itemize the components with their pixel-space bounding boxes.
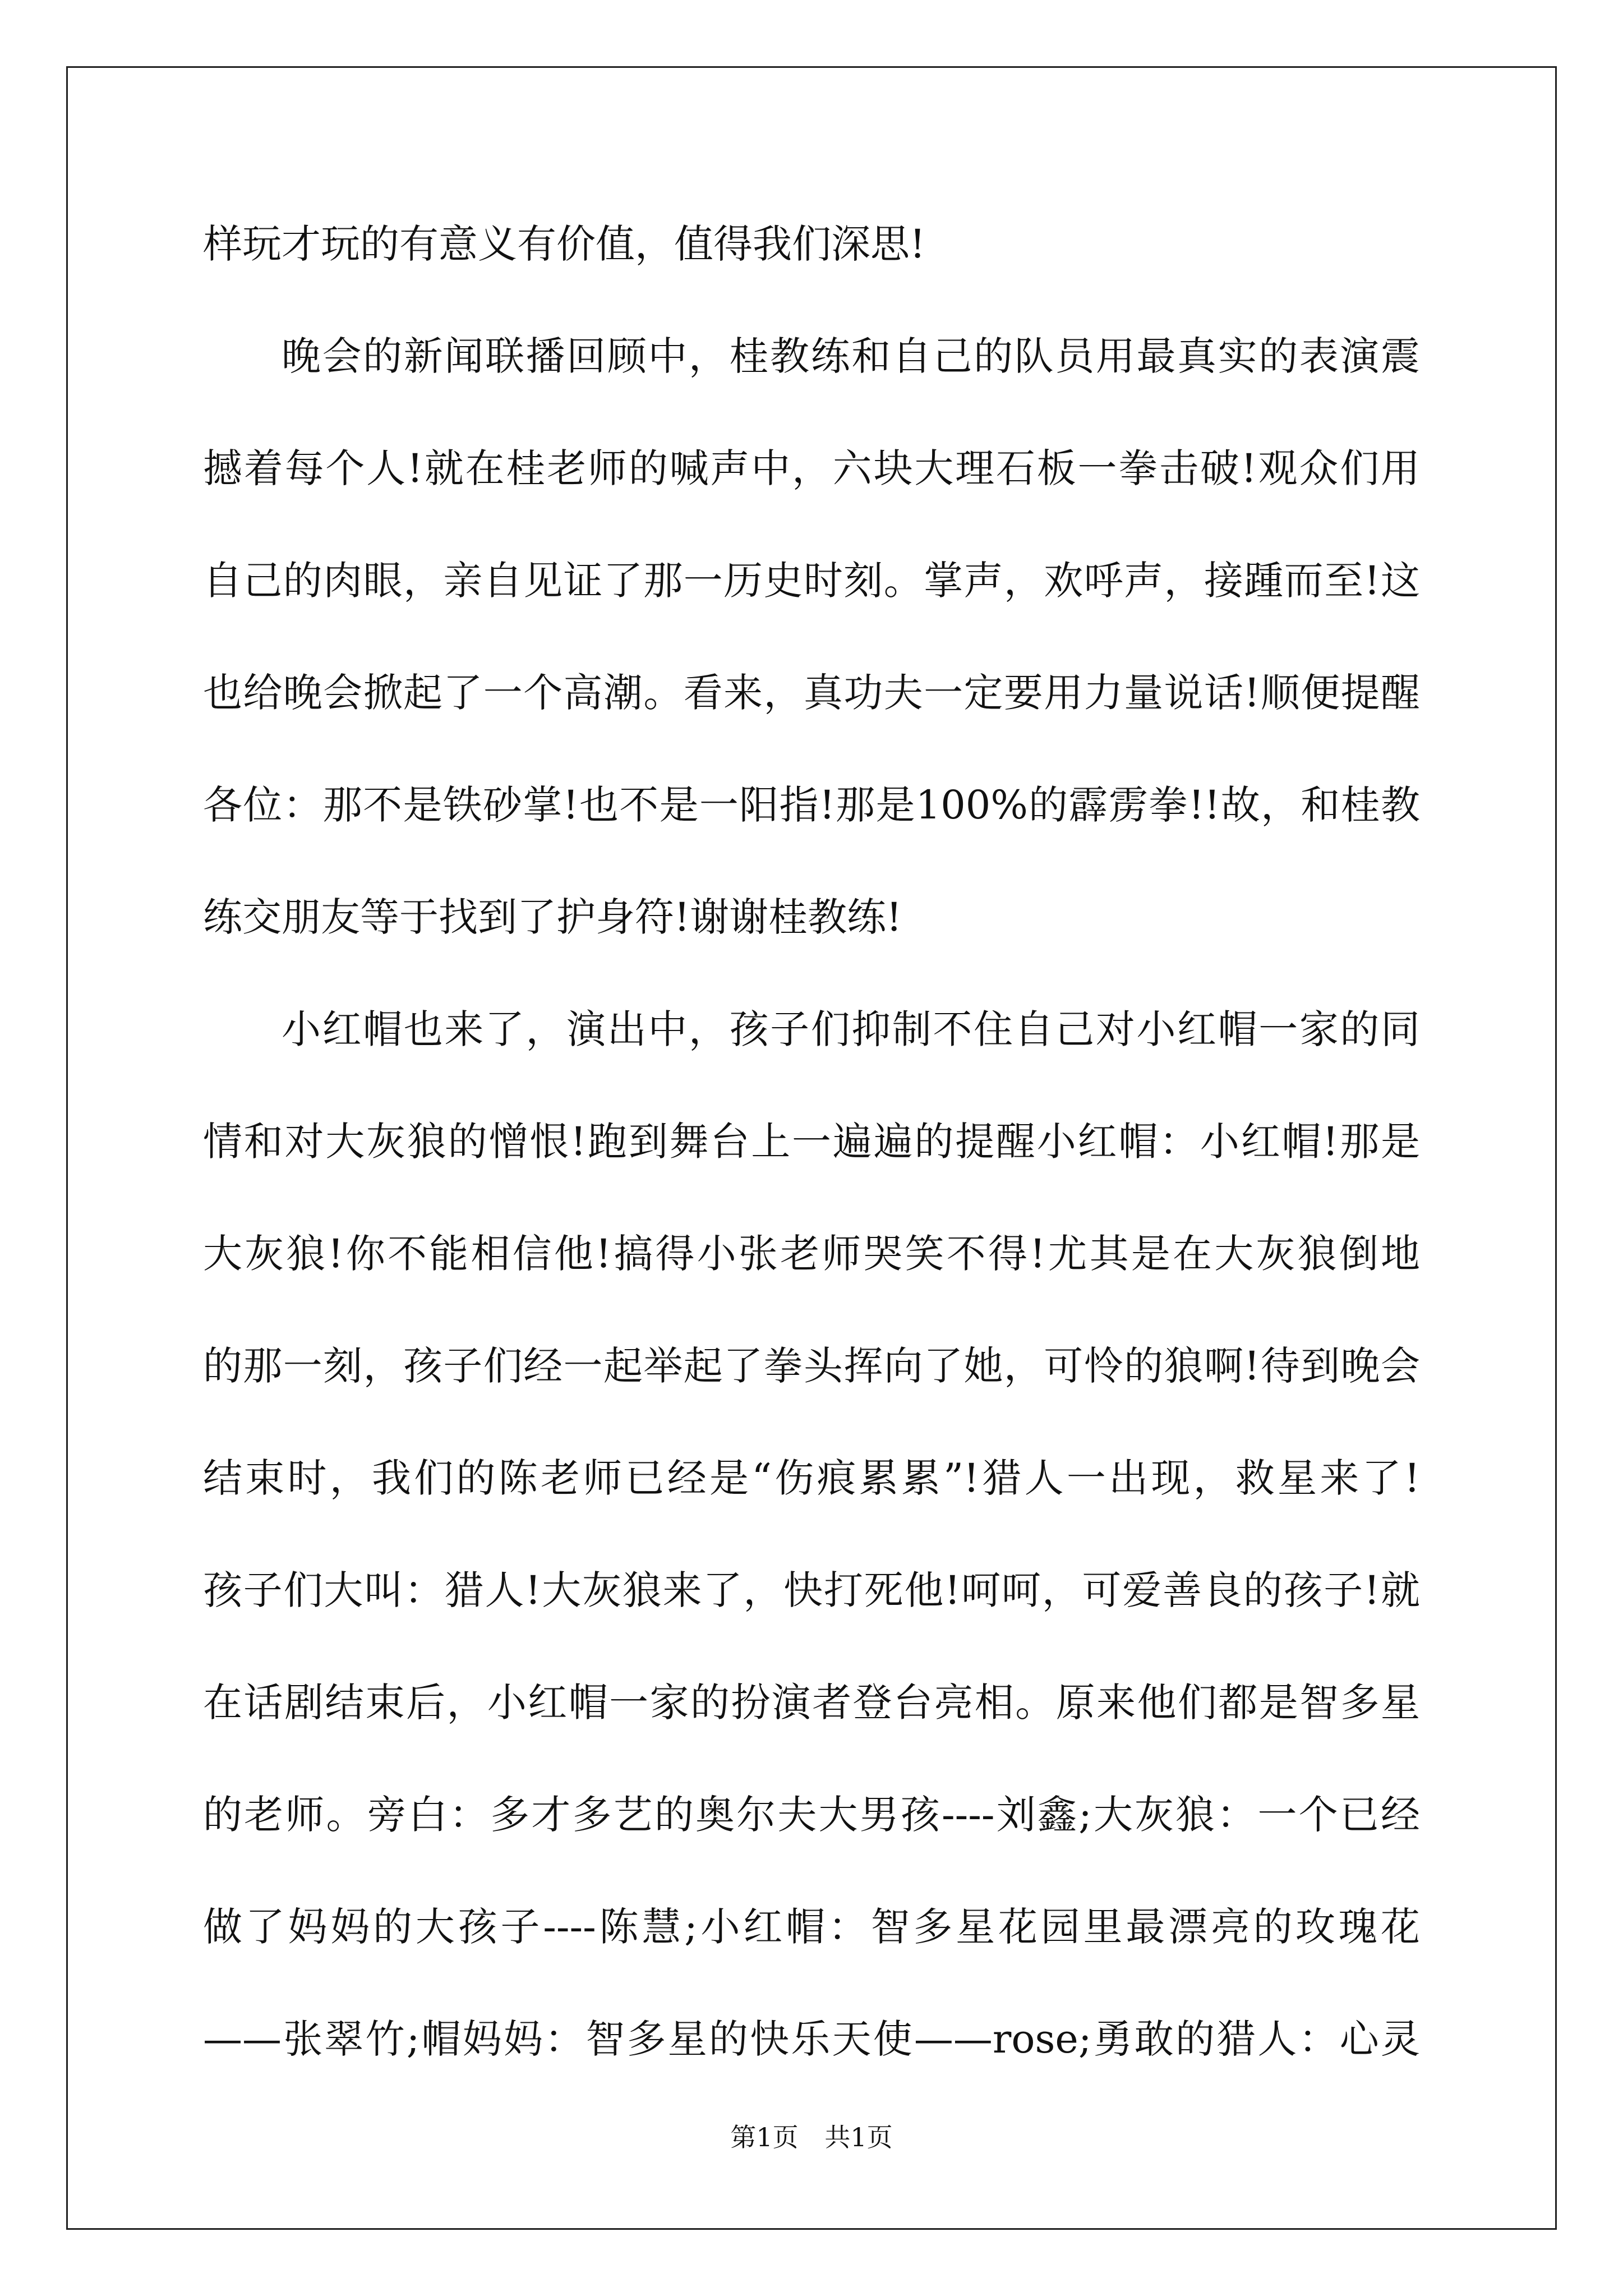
paragraph-start-line: 晚会的新闻联播回顾中，桂教练和自己的队员用最真实的表演震 [282,333,1420,379]
text-line: 各位：那不是铁砂掌!也不是一阳指!那是100%的霹雳拳!!故，和桂教 [203,782,1420,828]
text-line: 结束时，我们的陈老师已经是“伤痕累累”!猎人一出现，救星来了! [203,1455,1420,1501]
text-line: 也给晚会掀起了一个高潮。看来，真功夫一定要用力量说话!顺便提醒 [203,670,1420,716]
text-line: 撼着每个人!就在桂老师的喊声中，六块大理石板一拳击破!观众们用 [203,445,1420,491]
text-line: 的那一刻，孩子们经一起举起了拳头挥向了她，可怜的狼啊!待到晚会 [203,1343,1420,1389]
text-line: 自己的肉眼，亲自见证了那一历史时刻。掌声，欢呼声，接踵而至!这 [203,558,1420,604]
text-line: 样玩才玩的有意义有价值，值得我们深思! [203,221,926,267]
text-line: 在话剧结束后，小红帽一家的扮演者登台亮相。原来他们都是智多星 [203,1680,1420,1726]
page-footer [0,2120,1623,2154]
text-line: 练交朋友等于找到了护身符!谢谢桂教练! [203,894,902,940]
text-line: 孩子们大叫：猎人!大灰狼来了，快打死他!呵呵，可爱善良的孩子!就 [203,1567,1420,1613]
page-number: 第1页 [730,2122,799,2152]
page-total: 共1页 [824,2122,893,2152]
text-line: 的老师。旁白：多才多艺的奥尔夫大男孩----刘鑫;大灰狼：一个已经 [203,1792,1420,1838]
text-line: 情和对大灰狼的憎恨!跑到舞台上一遍遍的提醒小红帽：小红帽!那是 [203,1119,1420,1165]
paragraph-start-line: 小红帽也来了，演出中，孩子们抑制不住自己对小红帽一家的同 [282,1006,1420,1052]
document-body [203,202,1420,2109]
text-line: 大灰狼!你不能相信他!搞得小张老师哭笑不得!尤其是在大灰狼倒地 [203,1231,1420,1277]
text-line: ——张翠竹;帽妈妈：智多星的快乐天使——rose;勇敢的猎人：心灵 [203,2016,1420,2062]
text-line: 做了妈妈的大孩子----陈慧;小红帽：智多星花园里最漂亮的玫瑰花 [203,1904,1420,1950]
